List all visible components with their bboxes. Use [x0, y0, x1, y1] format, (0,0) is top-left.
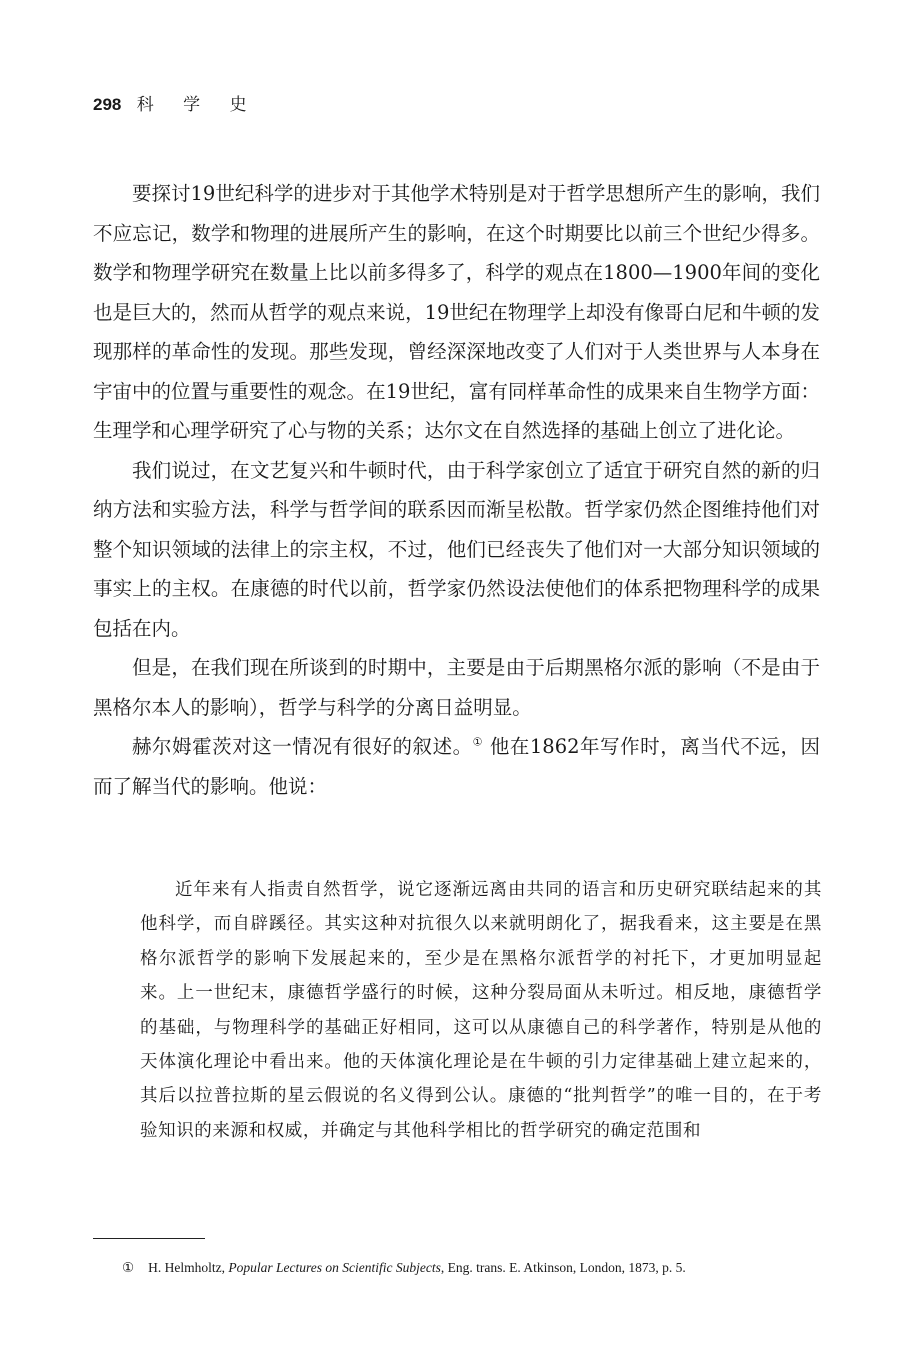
paragraph-3: 但是，在我们现在所谈到的时期中，主要是由于后期黑格尔派的影响（不是由于黑格尔本人的影响），哲学与科学的分离日益明显。 — [93, 656, 820, 719]
footnote-author: H. Helmholtz, — [148, 1260, 229, 1275]
main-text — [93, 174, 820, 806]
paragraph-1: 要探讨19世纪科学的进步对于其他学术特别是对于哲学思想所产生的影响，我们不应忘记，数学和物理的进展所产生的影响，在这个时期要比以前三个世纪少得多。数学和物理学研究在数量上比以前多得多了，科学的观点在1800—1900年间的变化也是巨大的，然而从哲学的观点来说，19世纪在物理学上却没有像哥白尼和牛顿的发现那样的革命性的发现。那些发现，曾经深深地改变了人们对于人类世界与人本身在宇宙中的位置与重要性的观念。在19世纪，富有同样革命性的成果来自生物学方面：生理学和心理学研究了心与物的关系；达尔文在自然选择的基础上创立了进化论。 — [93, 182, 820, 442]
running-title: 科 学 史 — [136, 95, 259, 115]
block-quote — [140, 873, 822, 1148]
paragraph-2: 我们说过，在文艺复兴和牛顿时代，由于科学家创立了适宜于研究自然的新的归纳方法和实验方法，科学与哲学间的联系因而渐呈松散。哲学家仍然企图维持他们对整个知识领域的法律上的宗主权，不过，他们已经丧失了他们对一大部分知识领域的事实上的主权。在康德的时代以前，哲学家仍然设法使他们的体系把物理科学的成果包括在内。 — [93, 458, 820, 640]
footnote-reference: ① — [472, 735, 484, 749]
footnote — [122, 1260, 686, 1276]
running-header — [93, 90, 259, 115]
paragraph-4 — [93, 727, 820, 806]
footnote-details: , Eng. trans. E. Atkinson, London, 1873, p. 5. — [440, 1260, 686, 1275]
page-number: 298 — [93, 95, 122, 114]
paragraph-4-text: 赫尔姆霍茨对这一情况有很好的叙述。 — [132, 735, 473, 758]
footnote-title: Popular Lectures on Scientific Subjects — [228, 1260, 441, 1275]
quote-text: 近年来有人指责自然哲学，说它逐渐远离由共同的语言和历史研究联结起来的其他科学，而自辟蹊径。其实这种对抗很久以来就明朗化了，据我看来，这主要是在黑格尔派哲学的影响下发展起来的，至少是在黑格尔派哲学的衬托下，才更加明显起来。上一世纪末，康德哲学盛行的时候，这种分裂局面从未听过。相反地，康德哲学的基础，与物理科学的基础正好相同，这可以从康德自己的科学著作，特别是从他的天体演化理论中看出来。他的天体演化理论是在牛顿的引力定律基础上建立起来的，其后以拉普拉斯的星云假说的名义得到公认。康德的“批判哲学”的唯一目的，在于考验知识的来源和权威，并确定与其他科学相比的哲学研究的确定范围和 — [140, 880, 822, 1141]
paragraph-4-text-cont: 他在1862年写作时，离当代不远，因而了解当代的影响。他说： — [93, 735, 820, 798]
footnote-mark: ① — [122, 1260, 135, 1275]
footnote-divider — [93, 1238, 205, 1239]
